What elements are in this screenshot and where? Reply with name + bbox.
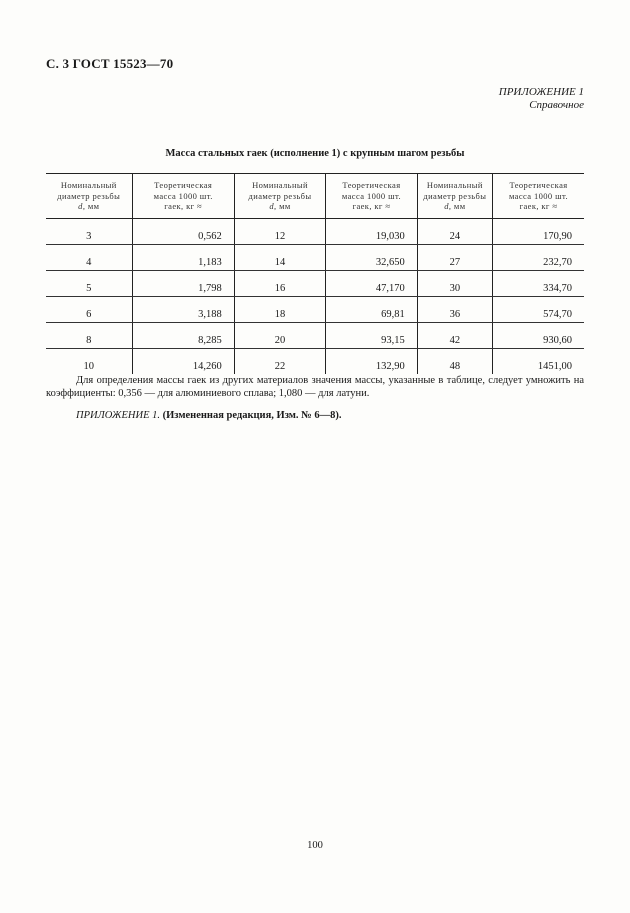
- cell-mass: 1451,00: [493, 349, 584, 375]
- cell-mass: 1,798: [132, 271, 234, 297]
- table-row: [46, 245, 584, 271]
- table-title: Масса стальных гаек (исполнение 1) с крупным шагом резьбы: [165, 148, 465, 159]
- cell-diameter: 5: [46, 271, 132, 297]
- header-diameter-1: Номинальный диаметр резьбы d, мм: [46, 174, 132, 219]
- table-row: [46, 323, 584, 349]
- page-number: 100: [307, 840, 323, 851]
- appendix-label: [499, 86, 584, 112]
- cell-mass: 47,170: [326, 271, 417, 297]
- appendix-subtitle: Справочное: [529, 99, 584, 111]
- cell-mass: 3,188: [132, 297, 234, 323]
- cell-diameter: 20: [234, 323, 325, 349]
- table-row: [46, 219, 584, 245]
- header-diameter-2: Номинальный диаметр резьбы d, мм: [234, 174, 325, 219]
- header-mass-2: Теоретическая масса 1000 шт. гаек, кг ≈: [326, 174, 417, 219]
- cell-mass: 69,81: [326, 297, 417, 323]
- table-row: [46, 271, 584, 297]
- cell-mass: 1,183: [132, 245, 234, 271]
- amendment-text: (Измененная редакция, Изм. № 6—8).: [162, 410, 342, 421]
- header-mass-3: Теоретическая масса 1000 шт. гаек, кг ≈: [493, 174, 584, 219]
- amendment-note: [76, 410, 341, 421]
- header-mass-1: Теоретическая масса 1000 шт. гаек, кг ≈: [132, 174, 234, 219]
- cell-mass: 334,70: [493, 271, 584, 297]
- cell-diameter: 4: [46, 245, 132, 271]
- cell-diameter: 42: [417, 323, 492, 349]
- table-row: [46, 349, 584, 375]
- cell-diameter: 22: [234, 349, 325, 375]
- material-coefficient-note: Для определения массы гаек из других материалов значения массы, указанные в таблице, следует умножить на коэффициенты: 0,356 — для алюминиевого сплава; 1,080 — для латуни.: [46, 375, 584, 399]
- header-diameter-3: Номинальный диаметр резьбы d, мм: [417, 174, 492, 219]
- cell-mass: 930,60: [493, 323, 584, 349]
- document-reference: С. 3 ГОСТ 15523—70: [46, 56, 174, 71]
- cell-mass: 8,285: [132, 323, 234, 349]
- cell-mass: 574,70: [493, 297, 584, 323]
- cell-mass: 19,030: [326, 219, 417, 245]
- cell-mass: 170,90: [493, 219, 584, 245]
- table-row: [46, 297, 584, 323]
- cell-diameter: 12: [234, 219, 325, 245]
- cell-diameter: 16: [234, 271, 325, 297]
- cell-diameter: 6: [46, 297, 132, 323]
- cell-mass: 132,90: [326, 349, 417, 375]
- mass-table: [46, 173, 584, 374]
- cell-diameter: 24: [417, 219, 492, 245]
- cell-mass: 0,562: [132, 219, 234, 245]
- cell-diameter: 48: [417, 349, 492, 375]
- amendment-label: ПРИЛОЖЕНИЕ 1.: [76, 410, 160, 421]
- cell-diameter: 18: [234, 297, 325, 323]
- cell-mass: 14,260: [132, 349, 234, 375]
- cell-mass: 93,15: [326, 323, 417, 349]
- cell-diameter: 36: [417, 297, 492, 323]
- cell-mass: 32,650: [326, 245, 417, 271]
- cell-diameter: 8: [46, 323, 132, 349]
- cell-diameter: 30: [417, 271, 492, 297]
- cell-mass: 232,70: [493, 245, 584, 271]
- cell-diameter: 27: [417, 245, 492, 271]
- cell-diameter: 14: [234, 245, 325, 271]
- cell-diameter: 10: [83, 361, 95, 372]
- cell-diameter: 3: [46, 219, 132, 245]
- table-header-row: [46, 174, 584, 219]
- appendix-title: ПРИЛОЖЕНИЕ 1: [498, 86, 584, 98]
